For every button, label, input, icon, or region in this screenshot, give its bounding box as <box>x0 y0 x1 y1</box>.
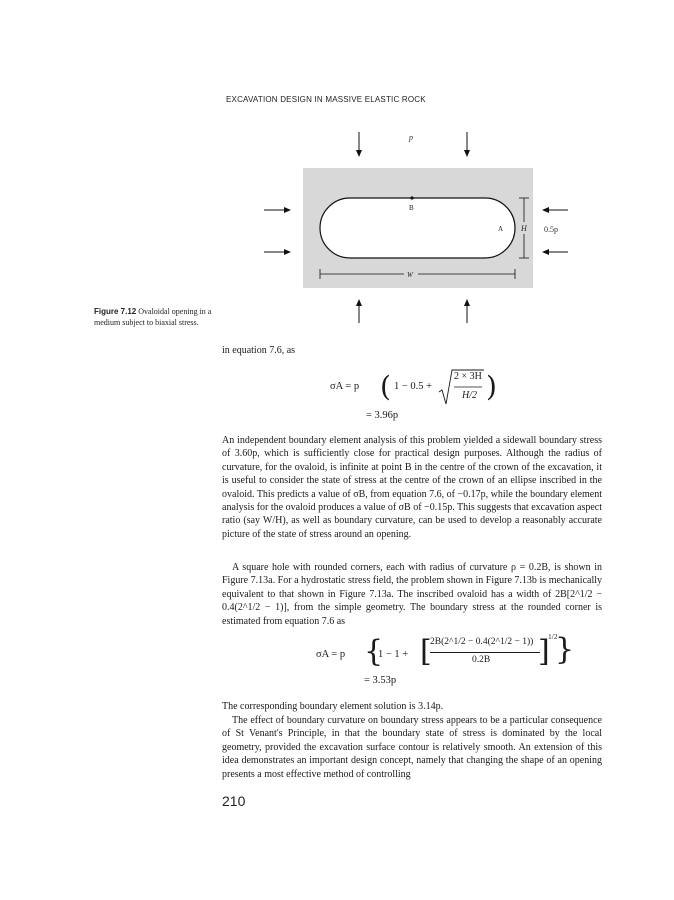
eq1-sqrt-num: 2 × 3H <box>454 371 482 382</box>
eq2-exponent: 1/2 <box>548 632 558 641</box>
paragraph-2-text: A square hole with rounded corners, each with radius of curvature ρ = 0.2B, is shown in Figure 7.13a. For a hydrostatic stress field, the problem shown in Figure 7.13b is mechanically equivalent to that shown in Figure 7.13a. The inscribed ovaloid has a width of 2B[2^1/2 − 0.4(2^1/2 − 1)], from the simple geometry. The boundary stress at the rounded corner is estimated from equation 7.6 as <box>222 562 602 627</box>
eq1-sqrt-den: H/2 <box>462 390 477 401</box>
label-W: W <box>407 271 413 279</box>
label-H: H <box>521 224 527 233</box>
running-header: EXCAVATION DESIGN IN MASSIVE ELASTIC ROCK <box>226 95 426 104</box>
equation-2-result: = 3.53p <box>364 675 397 686</box>
paragraph-1 <box>222 434 602 541</box>
point-B <box>410 196 413 199</box>
label-B: B <box>409 204 414 212</box>
equation-1-result: = 3.96p <box>366 410 399 421</box>
eq2-frac-bar <box>430 652 540 653</box>
intro-line: in equation 7.6, as <box>222 345 296 356</box>
label-p-top: p <box>409 133 413 142</box>
label-A: A <box>498 225 504 233</box>
paragraph-3 <box>222 700 602 713</box>
ovaloid-opening <box>320 198 515 258</box>
equation-1: σA = p ( 1 − 0.5 + 2 × 3H H/2 ) <box>330 368 530 412</box>
eq2-lhs: σA = p <box>316 649 346 660</box>
paragraph-4-text: The effect of boundary curvature on boundary stress appears to be a particular consequence of St Venant's Principle, in that the boundary state of stress is dominated by the local geometry, provided the excavation surface contour is relatively smooth. An extension of this idea demonstrates an important design concept, namely that changing the shape of an opening presents a most effective method of controlling <box>222 715 602 780</box>
figure-ovaloid-opening <box>226 118 586 333</box>
figure-caption <box>94 306 224 328</box>
eq2-close-brace: } <box>555 632 575 667</box>
eq2-frac-num: 2B(2^1/2 − 0.4(2^1/2 − 1)) <box>430 637 534 647</box>
label-half-p: 0.5p <box>544 225 558 234</box>
paragraph-3-text: The corresponding boundary element solution is 3.14p. <box>222 701 444 712</box>
eq2-inner: 1 − 1 + <box>378 649 409 660</box>
paragraph-2 <box>222 561 602 628</box>
paragraph-1-text: An independent boundary element analysis of this problem yielded a sidewall boundary stress of 3.60p, which is sufficiently close for practical design purposes. Although the radius of curvature, for the ovaloid, is infinite at point B in the centre of the crown of the excavation, it is useful to consider the state of stress at the centre of the crown of an ellipse inscribed in the ovaloid. This predicts a value of σB, from equation 7.6, of −0.17p, while the boundary element analysis for the ovaloid produces a value of σB of −0.15p. This suggests that excavation aspect ratio (say W/H), as well as boundary curvature, can be used to develop a reasonably accurate picture of the state of stress around an opening. <box>222 435 602 540</box>
page-number: 210 <box>222 793 246 809</box>
caption-text: Ovaloidal opening in a medium subject to biaxial stress. <box>94 307 212 327</box>
paragraph-4 <box>222 714 602 781</box>
eq2-frac-den: 0.2B <box>472 655 491 665</box>
eq1-inner: 1 − 0.5 + <box>394 381 433 392</box>
caption-label: Figure 7.12 <box>94 307 137 316</box>
eq1-lhs: σA = p <box>330 381 360 392</box>
equation-2: σA = p { 1 − 1 + [ 2B(2^1/2 − 0.4(2^1/2 − 1)) 0.2B ] <box>316 634 550 669</box>
